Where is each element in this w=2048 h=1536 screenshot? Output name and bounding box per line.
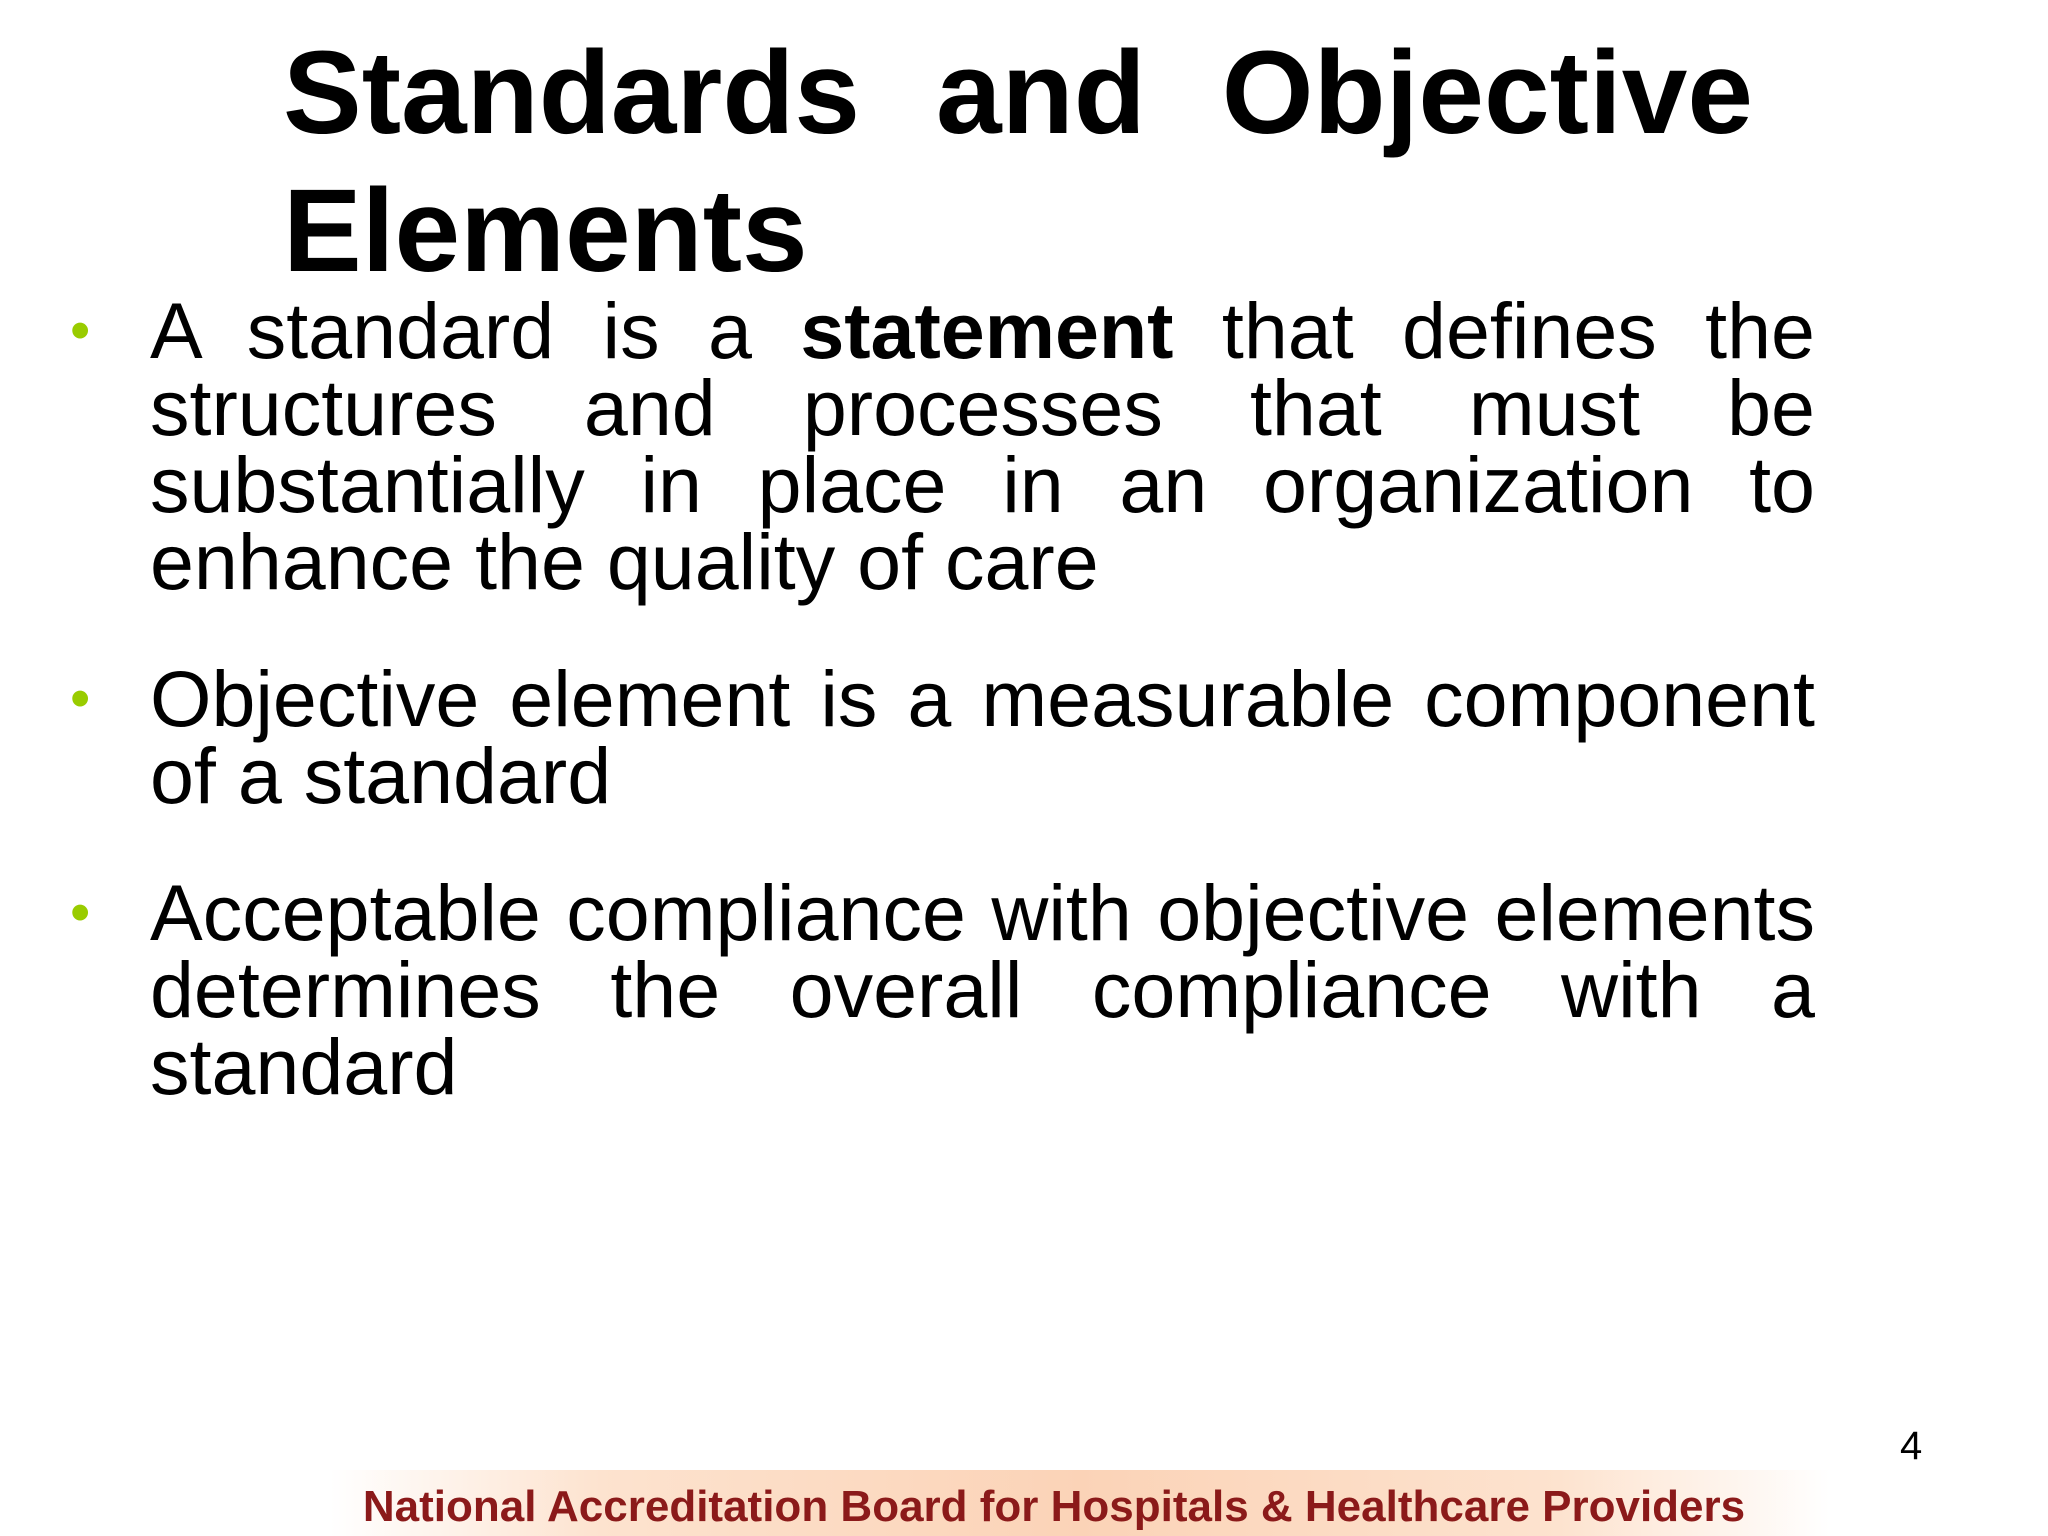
bullet-dot-icon: • — [70, 298, 91, 363]
bullet-text-before: A standard is a — [150, 286, 801, 375]
bullet-emphasis: statement — [800, 286, 1174, 375]
slide-title: Standards and Objective Elements — [283, 27, 1753, 297]
bullet-standard-definition — [70, 286, 1815, 606]
bullet-acceptable-compliance — [70, 868, 1815, 1111]
bullet-dot-icon: • — [70, 880, 91, 945]
bullet-text-after: that defines the structures and processes that must be substantially in place in an organization to enhance the quality of care — [150, 286, 1815, 606]
bullet-text: Acceptable compliance with objective elements determines the overall compliance with a standard — [150, 868, 1815, 1111]
bullet-dot-icon: • — [70, 666, 91, 731]
page-number: 4 — [1900, 1424, 1923, 1468]
bullet-list — [70, 286, 1815, 1111]
footer-organization-name: National Accreditation Board for Hospitals & Healthcare Providers — [362, 1482, 1746, 1531]
bullet-objective-element — [70, 654, 1815, 820]
bullet-text: Objective element is a measurable component of a standard — [150, 654, 1815, 820]
